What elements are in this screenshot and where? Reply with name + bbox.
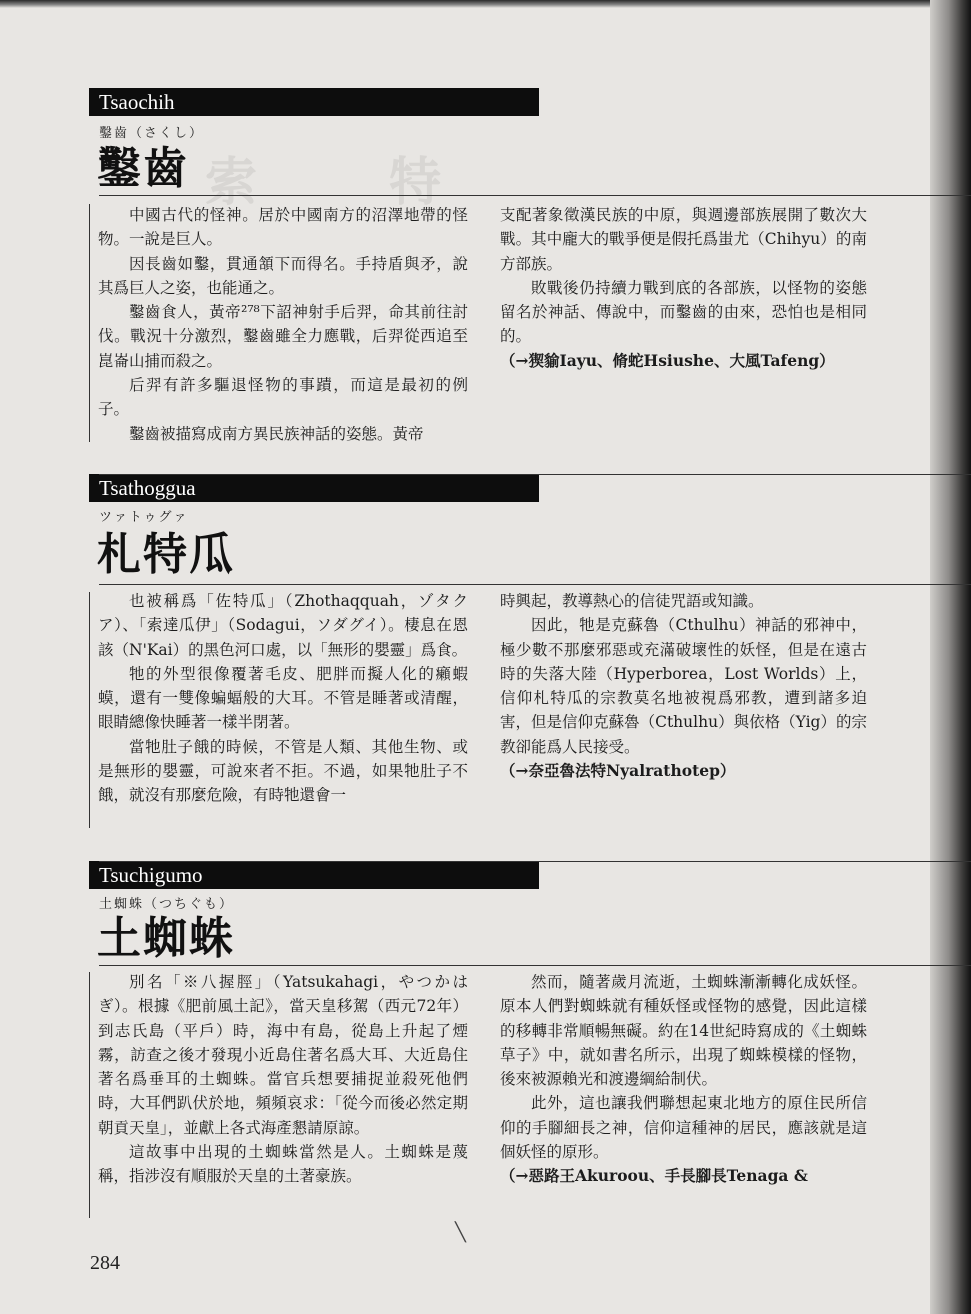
entry-divider	[99, 195, 971, 196]
entry-divider	[99, 474, 971, 475]
entry-romaji: Tsaochih	[99, 90, 175, 114]
body-paragraph: 鑿齒被描寫成南方異民族神話的姿態。黃帝	[129, 424, 424, 443]
body-paragraph: 然而，隨著歲月流逝，土蜘蛛漸漸轉化成妖怪。原本人們對蜘蛛就有種妖怪或怪物的感覺，因此這樣的移轉非常順暢無礙。約在14世紀時寫成的《土蜘蛛草子》中，就如書名所示，出現了蜘蛛模樣的怪物，後來被源賴光和渡邊綱給制伏。	[500, 973, 867, 1089]
column-margin-line	[89, 972, 90, 1218]
body-paragraph: 也被稱爲「佐特瓜」（Zhothaqquah，ゾタクア）、「索達瓜伊」（Sodagui，ソダグイ）。棲息在恩該（N'Kai）的黑色河口處，以「無形的嬰靈」爲食。	[98, 592, 468, 659]
entry-headword: 札特瓜	[97, 529, 235, 580]
body-paragraph: 中國古代的怪神。居於中國南方的沼澤地帶的怪物。一說是巨人。	[98, 206, 468, 249]
page-spine-shadow	[930, 0, 971, 1314]
page-number: 284	[90, 1252, 120, 1274]
entry-reading: 鑿齒（さくし）	[99, 126, 205, 141]
cross-reference: （→奈亞魯法特Nyalrathotep）	[500, 761, 736, 781]
pen-mark: ╲	[455, 1222, 466, 1243]
column-margin-line	[89, 592, 90, 828]
entry-divider	[99, 861, 971, 862]
bleed-glyph: 索	[205, 153, 260, 213]
bleed-glyph: 特	[389, 153, 444, 213]
entry-reading: 土蜘蛛（つちぐも）	[99, 897, 235, 912]
cross-reference: （→惡路王Akuroou、手長腳長Tenaga &	[500, 1166, 808, 1186]
body-paragraph-continued: 時興起，教導熱心的信徒咒語或知識。	[500, 592, 764, 610]
entry-left-column	[98, 203, 468, 446]
entry-divider	[99, 584, 971, 585]
body-paragraph: 這故事中出現的土蜘蛛當然是人。土蜘蛛是蔑稱，指涉沒有順服於天皇的土著豪族。	[98, 1143, 468, 1186]
entry-title-bar	[89, 88, 539, 116]
entry-romaji: Tsuchigumo	[99, 863, 203, 887]
body-paragraph: 此外，這也讓我們聯想起東北地方的原住民所信仰的手腳細長之神，信仰這種神的居民，應該就是這個妖怪的原形。	[500, 1094, 867, 1162]
body-paragraph-continued: 支配著象徵漢民族的中原，與週邊部族展開了數次大戰。其中龐大的戰爭便是假托爲蚩尤（Chihyu）的南方部族。	[500, 206, 867, 273]
column-margin-line	[89, 204, 90, 442]
cross-reference: （→猰貐Iayu、脩蛇Hsiushe、大風Tafeng）	[500, 350, 835, 370]
entry-reading: ツァトゥグァ	[99, 510, 189, 525]
entry-right-column	[500, 589, 867, 783]
body-paragraph: 牠的外型很像覆著毛皮、肥胖而擬人化的癩蝦蟆，還有一雙像蝙蝠般的大耳。不管是睡著或清醒，眼睛總像快睡著一樣半閉著。	[98, 664, 468, 732]
entry-right-column	[500, 203, 867, 373]
body-paragraph: 當牠肚子餓的時候，不管是人類、其他生物、或是無形的嬰靈，可說來者不拒。不過，如果牠肚子不餓，就沒有那麼危險，有時牠還會一	[98, 737, 468, 805]
entry-romaji: Tsathoggua	[99, 476, 196, 500]
entry-title-bar	[89, 474, 539, 502]
body-paragraph: 別名「※八握脛」（Yatsukahagi，やつかはぎ）。根據《肥前風土記》，當天皇移駕（西元72年）到志氏島（平戶）時，海中有島，從島上升起了煙霧，訪查之後才發現小近島住著名爲大耳、大近島住著名爲垂耳的土蜘蛛。當官兵想要捕捉並殺死他們時，大耳們趴伏於地，頻頻哀求：「從今而後必然定期朝貢天皇」，並獻上各式海產懇請原諒。	[98, 973, 468, 1137]
entry-headword: 鑿齒	[97, 143, 189, 194]
entry-right-column	[500, 970, 867, 1189]
body-paragraph: 后羿有許多驅退怪物的事蹟，而這是最初的例子。	[98, 376, 468, 419]
page-top-shadow	[0, 0, 971, 8]
body-paragraph: 敗戰後仍持續力戰到底的各部族，以怪物的姿態留名於神話、傳說中，而鑿齒的由來，恐怕也是相同的。	[500, 278, 867, 346]
entry-divider	[99, 965, 971, 966]
body-paragraph: 因長齒如鑿，貫通頷下而得名。手持盾與矛，說其爲巨人之姿，也能通之。	[98, 254, 468, 297]
body-paragraph: 鑿齒食人，黃帝²⁷⁸下詔神射手后羿，命其前往討伐。戰況十分激烈，鑿齒雖全力應戰，后羿從西追至崑崙山捕而殺之。	[98, 303, 468, 370]
body-paragraph: 因此，牠是克蘇魯（Cthulhu）神話的邪神中，極少數不那麼邪惡或充滿破壞性的妖怪，但是在遠古時的失落大陸（Hyperborea，Lost Worlds）上，信仰札特瓜的宗教莫名地被視爲邪教，遭到諸多迫害，但是信仰克蘇魯（Cthulhu）與依格（Yig）的宗教卻能爲人民接受。	[500, 616, 867, 756]
entry-title-bar	[89, 861, 539, 889]
entry-headword: 土蜘蛛	[97, 913, 235, 964]
entry-left-column	[98, 970, 468, 1189]
entry-left-column	[98, 589, 468, 808]
